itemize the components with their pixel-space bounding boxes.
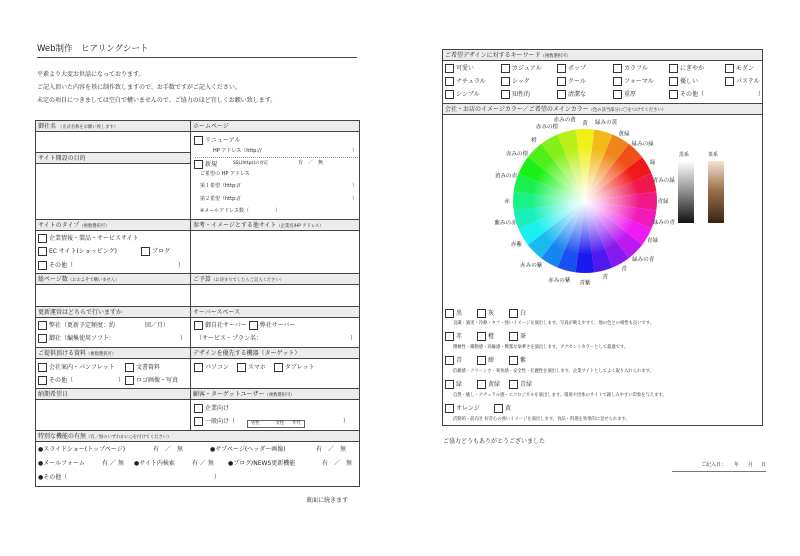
feature-subpage-choice[interactable]: 有 ／ 無 bbox=[316, 446, 347, 453]
wheel-hue-label: 黄みの赤 bbox=[494, 173, 518, 180]
color-group-3-desc: 信頼感・クリーンさ・爽快感・安全性・壮麗性を演出します。企業サイトとしてよく取り入れられます。 bbox=[453, 369, 654, 374]
color-group-5: オレンジ 黄 bbox=[445, 404, 511, 413]
server-service[interactable]: （サービス・プラン名： bbox=[196, 335, 263, 342]
materials-other-checkbox[interactable] bbox=[38, 376, 47, 385]
brown-scale-swatch[interactable] bbox=[708, 161, 724, 223]
wheel-hue-label: 緑 bbox=[649, 160, 656, 166]
server-us-checkbox[interactable] bbox=[249, 321, 258, 330]
target-female[interactable]: 女性 bbox=[275, 421, 285, 426]
color-gray-checkbox[interactable] bbox=[477, 309, 486, 318]
wish-address-label: ご希望の HP アドレス bbox=[200, 171, 250, 177]
color-group-2-desc: 積極性・躍動感・高級感・興奮な豪華さを演出します。アクセントカラーとして最適です。 bbox=[453, 345, 629, 350]
color-navy-checkbox[interactable] bbox=[477, 356, 486, 365]
color-group-5-desc: 活動的・前向き 好奇心の強いイメージを演出します。食品・料理を効果的に見せられます。 bbox=[453, 417, 630, 422]
keywords-label: ご希望デザインに対するキーワード bbox=[445, 52, 541, 59]
target-age[interactable]: 年代 bbox=[292, 421, 301, 426]
wheel-hue-label: 緑みの緑 bbox=[631, 141, 654, 148]
site-type-other-checkbox[interactable] bbox=[38, 261, 47, 270]
device-tablet-checkbox[interactable] bbox=[274, 363, 283, 372]
wheel-hue-label: 黄 bbox=[582, 121, 588, 127]
target-business-checkbox[interactable] bbox=[194, 404, 203, 413]
color-label: 会社・お店のイメージカラー／ご希望のメインカラー bbox=[445, 106, 589, 113]
feature-mailform: ●メールフォーム bbox=[38, 460, 85, 467]
keyword-intellectual-checkbox[interactable] bbox=[501, 90, 510, 99]
feature-subpage: ●サブページ(ヘッダー画像) bbox=[210, 446, 286, 453]
color-red-checkbox[interactable] bbox=[445, 332, 454, 341]
keyword-pastel-checkbox[interactable] bbox=[725, 77, 734, 86]
keyword-profound-checkbox[interactable] bbox=[613, 90, 622, 99]
keyword-modern-checkbox[interactable] bbox=[725, 64, 734, 73]
color-white-checkbox[interactable] bbox=[509, 309, 518, 318]
update-us-checkbox[interactable] bbox=[38, 321, 47, 330]
materials-pamphlet-checkbox[interactable] bbox=[38, 363, 47, 372]
wheel-hue-label: 赤みの橙 bbox=[535, 124, 559, 131]
new-label: 新規 bbox=[205, 160, 218, 168]
server-client-checkbox[interactable] bbox=[194, 321, 203, 330]
features-label: 特別な機能の有無 bbox=[38, 433, 87, 440]
date-day[interactable]: 日 bbox=[761, 462, 767, 468]
wheel-hue-label: 赤紫 bbox=[510, 241, 523, 248]
materials-label: ご提供頂ける資料 bbox=[38, 350, 87, 357]
color-group-3: 青 紺 紫 bbox=[445, 356, 526, 365]
keyword-row-1: 可愛い カジュアル ポップ カラフル にぎやか モダン bbox=[445, 64, 754, 73]
feature-slideshow: ●スライドショー(トップページ) bbox=[38, 446, 126, 453]
keyword-cool-checkbox[interactable] bbox=[557, 77, 566, 86]
color-black-checkbox[interactable] bbox=[445, 309, 454, 318]
feature-blog: ●ブログ/NEWS更新機能 bbox=[228, 460, 296, 467]
mail-count[interactable]: ※メールアドレス数（ bbox=[200, 208, 249, 214]
feature-search: ●サイト内検索 bbox=[134, 460, 175, 467]
intro-line-2: ご記入頂いた内容を基に制作致しますので、お手数ですがご記入ください。 bbox=[37, 84, 241, 91]
feature-mailform-choice[interactable]: 有 ／ 無 bbox=[102, 460, 124, 467]
keyword-colorful-checkbox[interactable] bbox=[613, 64, 622, 73]
ssl-choice[interactable]: 有 ／ 無 bbox=[298, 160, 324, 166]
wheel-hue-label: 緑みの青 bbox=[652, 220, 675, 227]
reference-label: 参考・イメージとする他サイト bbox=[193, 222, 277, 229]
wheel-hue-label: 紫みの赤 bbox=[494, 220, 517, 227]
target-label: 顧客・ターゲットユーザー bbox=[193, 391, 265, 398]
materials-docs-checkbox[interactable] bbox=[125, 363, 134, 372]
color-brown-checkbox[interactable] bbox=[509, 332, 518, 341]
site-type-label: サイトのタイプ bbox=[38, 222, 80, 229]
wheel-hue-label: 黄緑 bbox=[618, 131, 630, 138]
ssl-label: SSL(https)の対応 bbox=[233, 161, 269, 166]
feature-slideshow-choice[interactable]: 有 ／ 無 bbox=[153, 446, 184, 453]
keyword-row-2: ナチュラル シック クール フォーマル 優しい パステル bbox=[445, 77, 760, 86]
renewal-checkbox[interactable] bbox=[194, 136, 203, 145]
wish-address-1[interactable]: 第１希望（http:// bbox=[200, 183, 241, 189]
site-type-ec-checkbox[interactable] bbox=[38, 247, 47, 256]
keyword-pop-checkbox[interactable] bbox=[557, 64, 566, 73]
wheel-hue-label: 橙 bbox=[531, 138, 537, 145]
wheel-hue-label: 赤みの橙 bbox=[505, 151, 529, 158]
wheel-hue-label: 青紫 bbox=[579, 280, 591, 287]
color-green-checkbox[interactable] bbox=[445, 380, 454, 389]
wheel-hue-label: 緑みの黄 bbox=[594, 120, 618, 127]
renewal-label: リニューアル bbox=[205, 136, 241, 144]
wheel-hue-label: 緑みの青 bbox=[632, 257, 655, 264]
homepage-label: ホームページ bbox=[193, 123, 229, 130]
gray-scale-label: 黒系 bbox=[679, 152, 690, 158]
color-blue-checkbox[interactable] bbox=[445, 356, 454, 365]
device-smartphone-checkbox[interactable] bbox=[237, 363, 246, 372]
keyword-natural-checkbox[interactable] bbox=[445, 77, 454, 86]
wheel-hue-label: 赤みの紫 bbox=[520, 263, 543, 270]
color-orange2-checkbox[interactable] bbox=[445, 404, 454, 413]
keyword-clean-checkbox[interactable] bbox=[557, 90, 566, 99]
company-label: 御社名 bbox=[38, 123, 57, 130]
materials-logo-checkbox[interactable] bbox=[125, 376, 134, 385]
pages-label: 総ページ数 bbox=[38, 276, 68, 283]
color-bluegreen-checkbox[interactable] bbox=[509, 380, 518, 389]
color-wheel bbox=[494, 117, 675, 287]
color-purple-checkbox[interactable] bbox=[509, 356, 518, 365]
target-male[interactable]: 男性 bbox=[251, 421, 260, 426]
intro-line-1: 平素より大変お世話になっております。 bbox=[37, 71, 145, 78]
new-checkbox[interactable] bbox=[194, 160, 203, 169]
site-type-blog-checkbox[interactable] bbox=[141, 247, 150, 256]
target-general-checkbox[interactable] bbox=[194, 417, 203, 426]
keyword-simple-checkbox[interactable] bbox=[445, 90, 454, 99]
title-underline bbox=[37, 57, 357, 58]
update-client-checkbox[interactable] bbox=[38, 334, 47, 343]
color-group-2: 赤 橙 茶 bbox=[445, 332, 526, 341]
color-wheel-area bbox=[494, 117, 675, 287]
page-title: Web制作 ヒアリングシート bbox=[37, 44, 149, 54]
keyword-chic-checkbox[interactable] bbox=[501, 77, 510, 86]
hp-address-label: HP アドレス（http:// bbox=[213, 148, 262, 154]
keyword-cute-checkbox[interactable] bbox=[445, 64, 454, 73]
feature-blog-choice[interactable]: 有 ／ 無 bbox=[322, 460, 353, 467]
site-type-corporate-checkbox[interactable] bbox=[38, 234, 47, 243]
device-label: デザインを優先する機器（ターゲット） bbox=[193, 350, 301, 357]
keyword-lively-checkbox[interactable] bbox=[669, 64, 678, 73]
color-group-1-desc: 良識・誠実・冷静・タフ・強いイメージを演出します。写真が映えやすく、他の色との相性も良いです。 bbox=[453, 321, 655, 326]
wheel-hue-label: 青緑 bbox=[657, 199, 669, 205]
keyword-formal-checkbox[interactable] bbox=[613, 77, 622, 86]
feature-other[interactable]: ●その他（ bbox=[38, 474, 68, 481]
company-note: （正式名称をお願い致します） bbox=[57, 125, 119, 130]
color-group-1: 黒 灰 白 bbox=[445, 309, 526, 318]
purpose-label: サイト開設の目的 bbox=[38, 155, 86, 162]
keyword-gentle-checkbox[interactable] bbox=[669, 77, 678, 86]
color-orange-checkbox[interactable] bbox=[477, 332, 486, 341]
device-pc-checkbox[interactable] bbox=[194, 363, 203, 372]
update-label: 更新運営はどちらで行いますか bbox=[38, 309, 122, 316]
wheel-hue-label: 青 bbox=[602, 274, 609, 281]
budget-label: ご予算 bbox=[193, 276, 212, 283]
wheel-hue-label: 青みの緑 bbox=[652, 177, 675, 184]
color-yellowgreen-checkbox[interactable] bbox=[477, 380, 486, 389]
date-year[interactable]: 年 bbox=[734, 462, 740, 468]
wheel-hue-label: 赤 bbox=[504, 199, 510, 205]
intro-line-3: 未定の項目につきましては空白で構いませんので、ご協力のほど宜しくお願い致します。 bbox=[37, 97, 277, 104]
gray-scale-swatch[interactable] bbox=[678, 161, 694, 223]
keyword-other-checkbox[interactable] bbox=[669, 90, 678, 99]
color-yellow-checkbox[interactable] bbox=[494, 404, 503, 413]
feature-search-choice[interactable]: 有 ／ 無 bbox=[192, 460, 214, 467]
keyword-row-3: シンプル 知性的 清潔な 重厚 その他（ ） bbox=[445, 90, 764, 99]
wheel-hue-label: 赤みの黄 bbox=[553, 117, 576, 124]
date-label: ご記入日： bbox=[701, 462, 727, 468]
color-group-4: 緑 黄緑 青緑 bbox=[445, 380, 532, 389]
wheel-hue-label: 青 bbox=[621, 266, 627, 273]
continue-note: 裏面に続きます bbox=[306, 497, 349, 504]
deadline-label: 納期希望日 bbox=[38, 391, 69, 398]
color-group-4-desc: 自然・癒し・ナチュラル感・エコロジカルを演出します。環境や団体のサイトで親しみやすい印象を与えます。 bbox=[453, 393, 667, 398]
wheel-hue-label: 青緑 bbox=[646, 238, 659, 244]
keyword-casual-checkbox[interactable] bbox=[501, 64, 510, 73]
server-label: サーバースペース bbox=[193, 309, 241, 316]
brown-scale-label: 茶系 bbox=[708, 152, 719, 158]
date-month[interactable]: 月 bbox=[748, 462, 754, 468]
wheel-hue-label: 赤みの紫 bbox=[548, 278, 571, 284]
wheel-center-highlight bbox=[531, 147, 639, 255]
thanks-message: ご協力どうもありがとうございました bbox=[443, 438, 546, 445]
wish-address-2[interactable]: 第２希望（http:// bbox=[200, 196, 241, 202]
